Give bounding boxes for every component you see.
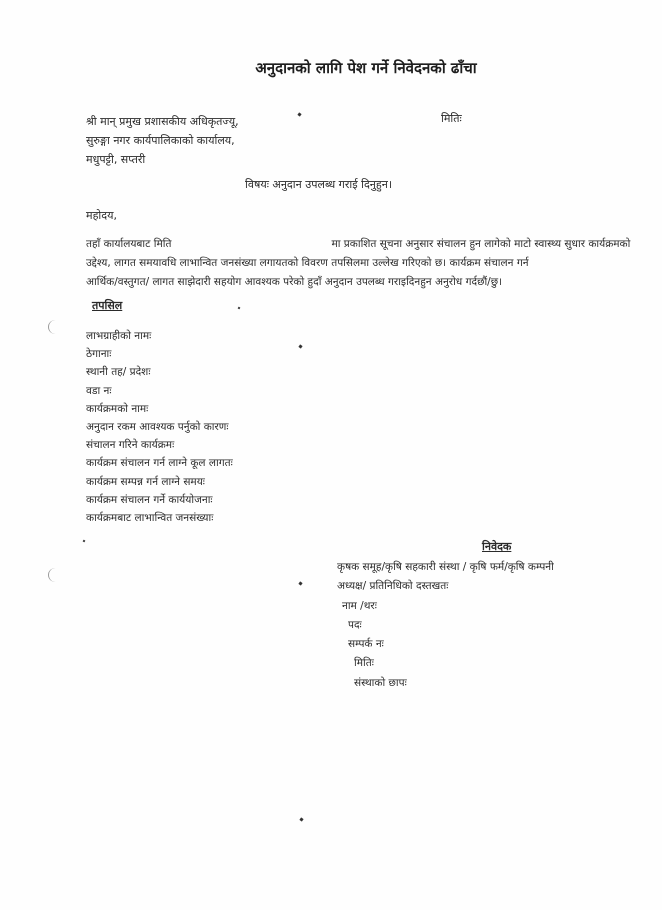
applicant-line: अध्यक्ष/ प्रतिनिधिको दस्तखतः <box>337 580 449 593</box>
scan-mark <box>298 344 302 348</box>
recipient-address <box>86 112 239 169</box>
detail-item: संचालन गरिने कार्यक्रमः <box>86 439 175 452</box>
body-line-1 <box>86 235 641 254</box>
details-heading: तपसिल <box>92 299 123 312</box>
details-list <box>86 327 233 527</box>
detail-item: लाभग्राहीको नामः <box>86 330 152 342</box>
detail-item: कार्यक्रमबाट लाभान्वित जनसंख्याः <box>86 512 214 525</box>
applicant-line: पदः <box>348 618 362 631</box>
scan-mark <box>298 581 302 585</box>
applicant-line: सम्पर्क नः <box>348 638 384 651</box>
body-line-1-end: मा प्रकाशित सूचना अनुसार संचालन हुन लागेको माटो स्वास्थ्य सुधार कार्यक्रमको <box>331 238 631 250</box>
detail-item: कार्यक्रम सम्पन्न गर्न लाग्ने समयः <box>86 475 205 488</box>
address-line: मधुपट्टी, सप्तरी <box>86 153 146 166</box>
date-label: मितिः <box>441 112 462 125</box>
punch-hole-mark <box>48 568 63 582</box>
body-line-1-start: तहाँ कार्यालयबाट मिति <box>86 238 172 250</box>
detail-item: अनुदान रकम आवश्यक पर्नुको कारणः <box>86 421 229 434</box>
applicant-line: नाम /थरः <box>342 599 377 612</box>
detail-item: वडा नः <box>86 384 112 397</box>
detail-item: कार्यक्रम संचालन गर्ने कार्ययोजनाः <box>86 493 213 506</box>
scan-mark <box>83 540 86 543</box>
detail-item: कार्यक्रमको नामः <box>86 402 149 415</box>
salutation: महोदय, <box>86 209 117 222</box>
applicant-line: कृषक समूह/कृषि सहकारी संस्था / कृषि फर्म/कृषि कम्पनी <box>337 561 554 573</box>
body-line-3: आर्थिक/वस्तुगत/ लागत साझेदारी सहयोग आवश्यक परेको हुदाँ अनुदान उपलब्ध गराइदिनहुन अनुरोध गर्दछौं/छु। <box>86 276 503 288</box>
document-title: अनुदानको लागि पेश गर्ने निवेदनको ढाँचा <box>255 59 477 77</box>
applicant-line: मितिः <box>354 657 374 670</box>
scan-mark <box>238 307 241 310</box>
applicant-heading: निवेदक <box>482 540 512 553</box>
applicant-line: संस्थाको छापः <box>354 676 407 689</box>
scan-mark <box>297 112 301 116</box>
applicant-block <box>337 558 554 693</box>
body-paragraph <box>86 235 641 292</box>
subject-line: विषयः अनुदान उपलब्ध गराई दिनुहुन। <box>245 178 393 191</box>
detail-item: ठेगानाः <box>86 348 112 361</box>
punch-hole-mark <box>48 320 63 334</box>
scan-mark <box>299 817 303 821</box>
detail-item: कार्यक्रम संचालन गर्न लाग्ने कूल लागतः <box>86 457 233 470</box>
address-line: श्री मान् प्रमुख प्रशासकीय अधिकृतज्यू, <box>86 115 239 128</box>
address-line: सुरुङ्गा नगर कार्यपालिकाको कार्यालय, <box>86 134 235 147</box>
body-line-2: उद्देश्य, लागत समयावधि लाभान्वित जनसंख्या लगायतको विवरण तपसिलमा उल्लेख गरिएको छ। कार्यक्रम संचालन गर्न <box>86 257 529 269</box>
detail-item: स्थानी तह/ प्रदेशः <box>86 366 151 379</box>
